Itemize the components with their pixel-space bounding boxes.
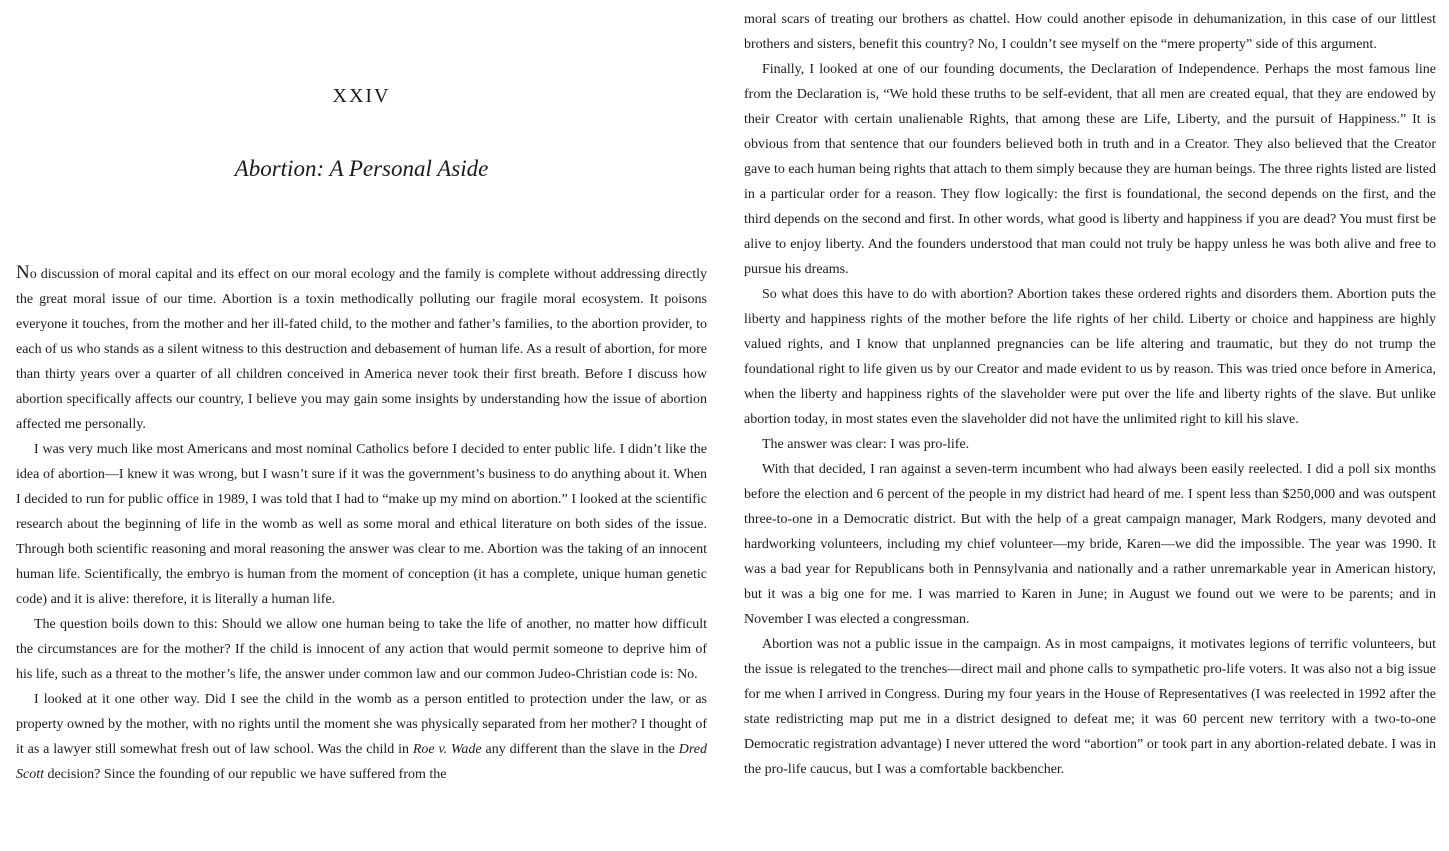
paragraph — [16, 437, 707, 612]
text-run: The answer was clear: I was pro-life. — [762, 437, 970, 452]
left-page-body — [16, 262, 707, 787]
chapter-number: XXIV — [332, 85, 391, 107]
paragraph — [16, 612, 707, 687]
right-page — [744, 0, 1436, 851]
paragraph — [744, 282, 1436, 432]
text-run: decision? Since the founding of our republic we have suffered from the — [44, 767, 447, 782]
text-run: So what does this have to do with abortion? Abortion takes these ordered rights and disorders them. Abortion puts the liberty and happiness rights of the mother before the life rights of her child. Liberty or choice and happiness are highly valued rights, and I know that unplanned pregnancies can be life altering and traumatic, but they do not trump the foundational right to life given us by our Creator and made evident to us by reason. This was tried once before in America, when the liberty and happiness rights of the slaveholder were put over the life and liberty rights of the slave. But unlike abortion today, in most states even the slaveholder did not have the unlimited right to kill his slave. — [744, 287, 1436, 427]
text-run: Finally, I looked at one of our founding documents, the Declaration of Independence. Perhaps the most famous line from the Declaration is, “We hold these truths to be self-evident, that all men are created equal, that they are endowed by their Creator with certain unalienable Rights, that among these are Life, Liberty, and the pursuit of Happiness.” It is obvious from that sentence that our founders believed both in truth and in a Creator. They also believed that the Creator gave to each human being rights that attach to them simply because they are human beings. The three rights listed are listed in a particular order for a reason. They flow logically: the first is foundational, the second depends on the first, and the third depends on the second and first. In other words, what good is liberty and happiness if you are dead? You must first be alive to enjoy liberty. And the founders understood that man could not truly be happy unless he was both alive and free to pursue his dreams. — [744, 62, 1436, 277]
paragraph-continued — [744, 7, 1436, 57]
text-run: Abortion was not a public issue in the campaign. As in most campaigns, it motivates legions of terrific volunteers, but the issue is relegated to the trenches—direct mail and phone calls to sympathetic pro-life voters. It was also not a big issue for me when I arrived in Congress. During my four years in the House of Representatives (I was reelected in 1992 after the state redistricting map put me in a district designed to defeat me; it was 60 percent new territory with a two-to-one Democratic registration advantage) I never uttered the word “abortion” or took part in any abortion-related debate. I was in the pro-life caucus, but I was a comfortable backbencher. — [744, 637, 1436, 777]
text-run: I was very much like most Americans and most nominal Catholics before I decided to enter public life. I didn’t like the idea of abortion—I knew it was wrong, but I wasn’t sure if it was the government’s business to do anything about it. When I decided to run for public office in 1989, I was told that I had to “make up my mind on abortion.” I looked at the scientific research about the beginning of life in the womb as well as some moral and ethical literature on both sides of the issue. Through both scientific reasoning and moral reasoning the answer was clear to me. Abortion was the taking of an innocent human life. Scientifically, the embryo is human from the moment of conception (it has a complete, unique human genetic code) and it is alive: therefore, it is literally a human life. — [16, 442, 707, 607]
paragraph — [16, 687, 707, 787]
text-run: any different than the slave in the — [481, 742, 679, 757]
right-page-body — [744, 0, 1436, 782]
left-page — [16, 0, 707, 851]
paragraph — [16, 262, 707, 437]
text-run: I looked at it one other way. Did I see the child in the womb as a person entitled to protection under the law, or as property owned by the mother, with no rights until the moment she was physically separated from her mother? I thought of it as a lawyer still somewhat fresh out of law school. Was the child in — [16, 692, 707, 757]
chapter-title: Abortion: A Personal Aside — [234, 156, 489, 181]
paragraph — [744, 432, 1436, 457]
text-run: moral scars of treating our brothers as chattel. How could another episode in dehumanization, in this case of our littlest brothers and sisters, benefit this country? No, I couldn’t see myself on the “mere property” side of this argument. — [744, 12, 1436, 52]
italic-citation: Roe v. Wade — [412, 742, 482, 757]
text-run: With that decided, I ran against a seven-term incumbent who had always been easily reelected. I did a poll six months before the election and 6 percent of the people in my district had heard of me. I spent less than $250,000 and was outspent three-to-one in a Democratic district. But with the help of a great campaign manager, Mark Rodgers, many devoted and hardworking volunteers, including my chief volunteer—my bride, Karen—we did the impossible. The year was 1990. It was a bad year for Republicans both in Pennsylvania and nationally and a rather unremarkable year in American history, but it was a big one for me. I was married to Karen in June; in August we found out we were to be parents; and in November I was elected a congressman. — [744, 462, 1436, 627]
paragraph — [744, 57, 1436, 282]
paragraph — [744, 457, 1436, 632]
paragraph — [744, 632, 1436, 782]
italic-citation: Dred Scott — [16, 742, 707, 782]
text-run: The question boils down to this: Should we allow one human being to take the life of another, no matter how difficult the circumstances are for the mother? If the child is innocent of any action that would permit someone to deprive him of his life, such as a threat to the mother’s life, the answer under common law and our common Judeo-Christian code is: No. — [16, 617, 707, 682]
lead-capital: N — [16, 262, 30, 283]
text-run: o discussion of moral capital and its effect on our moral ecology and the family is complete without addressing directly the great moral issue of our time. Abortion is a toxin methodically polluting our fragile moral ecosystem. It poisons everyone it touches, from the mother and her ill-fated child, to the mother and father’s families, to the abortion provider, to each of us who stands as a silent witness to this destruction and debasement of human life. As a result of abortion, for more than thirty years over a quarter of all children conceived in America never took their first breath. Before I discuss how abortion specifically affects our country, I believe you may gain some insights by understanding how the issue of abortion affected me personally. — [16, 267, 707, 432]
